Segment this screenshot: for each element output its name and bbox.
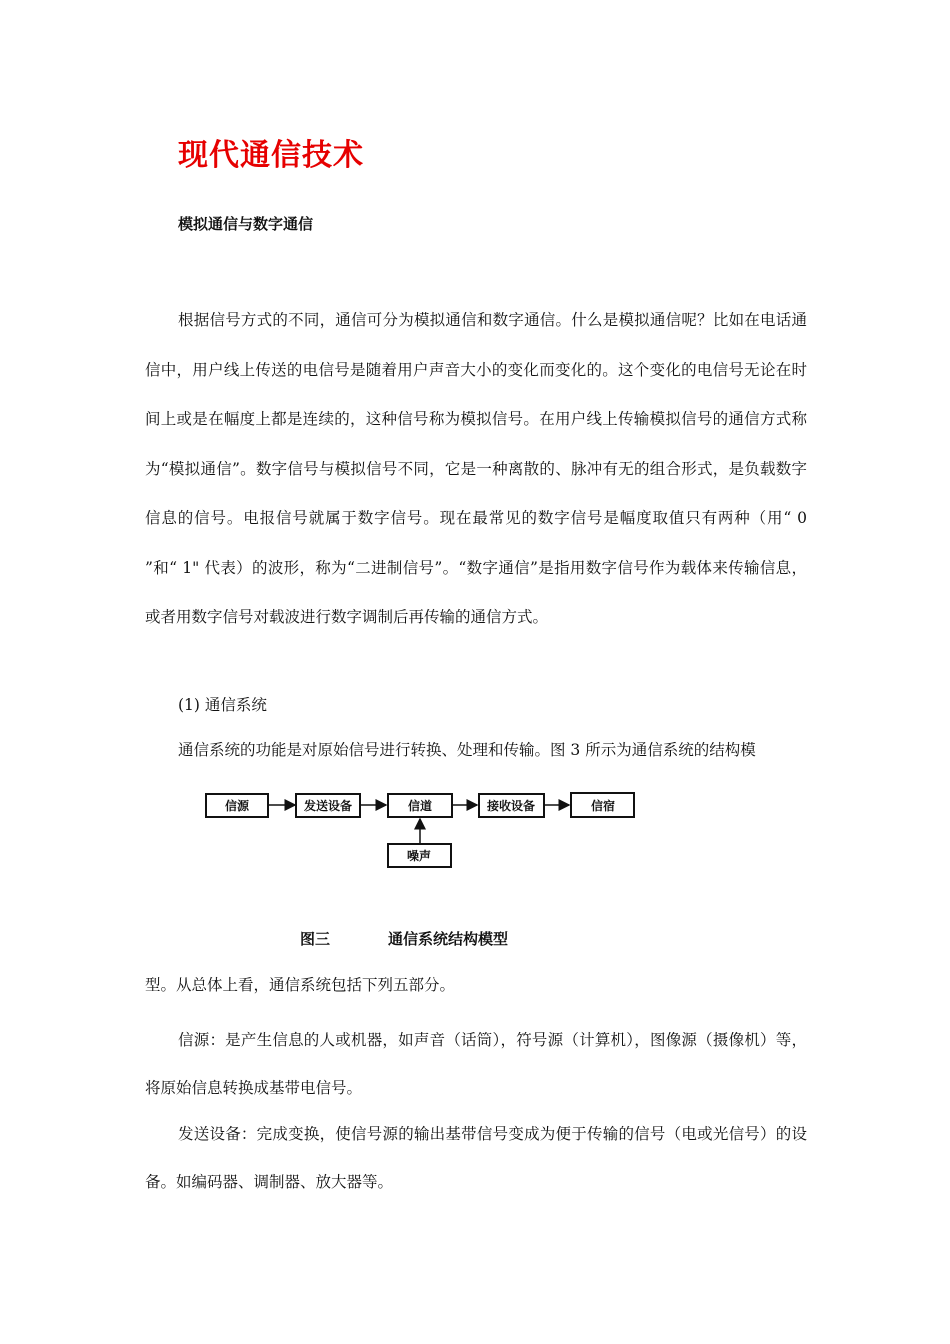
source-box (206, 794, 268, 817)
source-label: 信源 (224, 799, 250, 813)
channel-label: 信道 (407, 799, 433, 813)
receiver-box (479, 794, 544, 817)
transmitter-label: 发送设备 (303, 799, 353, 813)
figure-number: 图三 (300, 930, 331, 948)
section-heading-communication-system: (1) 通信系统 (178, 696, 267, 714)
channel-box (388, 794, 452, 817)
paragraph-analog-digital: 根据信号方式的不同，通信可分为模拟通信和数字通信。什么是模拟通信呢？比如在电话通信中，用户线上传送的电信号是随着用户声音大小的变化而变化的。这个变化的电信号无论在时间上或是在幅度上都是连续的，这种信号称为模拟信号。在用户线上传输模拟信号的通信方式称为“模拟通信”。数字信号与模拟信号不同，它是一种离散的、脉冲有无的组合形式，是负载数字信息的信号。电报信号就属于数字信号。现在最常见的数字信号是幅度取值只有两种（用“ 0 ”和“ 1" 代表）的波形，称为“二进制信号”。“数字通信”是指用数字信号作为载体来传输信息，或者用数字信号对载波进行数字调制后再传输的通信方式。 (145, 311, 807, 626)
figure-caption: 通信系统结构模型 (388, 930, 509, 948)
paragraph-five-parts: 型。从总体上看，通信系统包括下列五部分。 (145, 976, 456, 994)
sink-box (571, 793, 634, 817)
paragraph-transmitter: 发送设备：完成变换，使信号源的输出基带信号变成为便于传输的信号（电或光信号）的设备。如编码器、调制器、放大器等。 (145, 1125, 807, 1191)
receiver-label: 接收设备 (486, 799, 536, 813)
noise-box (388, 844, 451, 867)
document-title: 现代通信技术 (178, 138, 364, 173)
paragraph-source: 信源：是产生信息的人或机器，如声音（话筒），符号源（计算机），图像源（摄像机）等，将原始信息转换成基带电信号。 (145, 1031, 807, 1097)
noise-label: 噪声 (406, 849, 432, 863)
section-subtitle: 模拟通信与数字通信 (178, 215, 314, 233)
transmitter-box (296, 794, 360, 817)
communication-system-diagram (200, 785, 640, 875)
paragraph-system-function: 通信系统的功能是对原始信号进行转换、处理和传输。图 3 所示为通信系统的结构模 (178, 741, 756, 759)
sink-label: 信宿 (590, 799, 616, 813)
